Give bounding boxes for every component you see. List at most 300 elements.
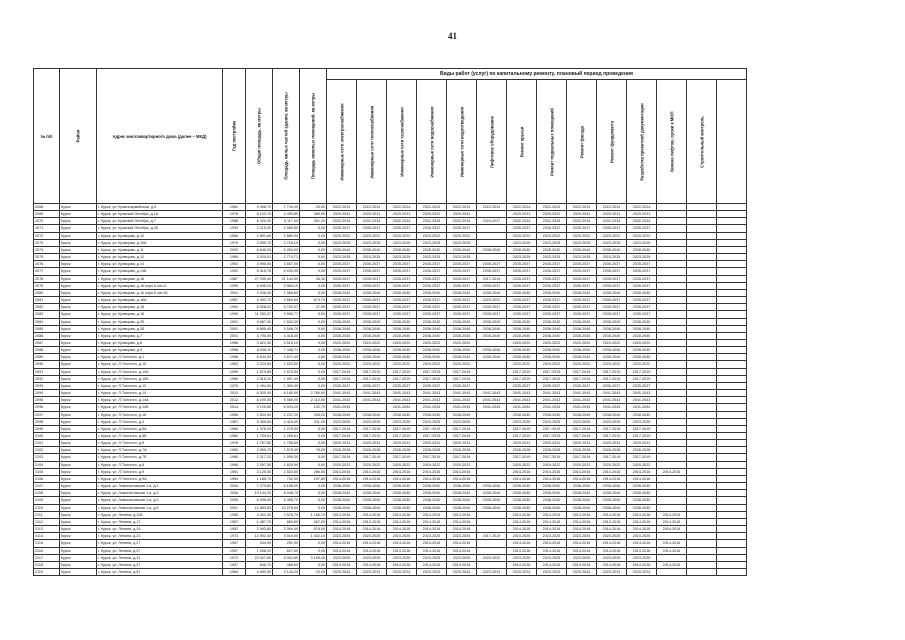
table-cell: 2026-2028 xyxy=(327,447,357,454)
table-cell: 2035-2037 xyxy=(627,311,657,318)
table-cell: 11 252,37 xyxy=(246,311,273,318)
table-cell: 2038-2040 xyxy=(537,504,567,511)
table-cell: 2038-2040 xyxy=(357,332,387,339)
table-cell: 2014-2016 xyxy=(327,561,357,568)
header-work-column: Строительный контроль xyxy=(687,80,717,204)
table-cell: 345,20 xyxy=(300,411,327,418)
table-cell: 2014-2016 xyxy=(507,518,537,525)
table-row xyxy=(34,390,747,397)
table-cell xyxy=(687,318,717,325)
table-cell: 27 299,40 xyxy=(246,275,273,282)
table-cell xyxy=(717,339,747,346)
table-row xyxy=(34,239,747,246)
table-cell xyxy=(687,425,717,432)
table-cell: 2038-2040 xyxy=(357,354,387,361)
table-cell: 0,00 xyxy=(300,261,327,268)
table-row xyxy=(34,375,747,382)
table-cell: 2014-2016 xyxy=(507,540,537,547)
table-cell: 2038-2040 xyxy=(507,483,537,490)
table-cell: 2029-2031 xyxy=(417,440,447,447)
table-cell: 2038-2040 xyxy=(387,347,417,354)
table-cell: 2038-2040 xyxy=(387,325,417,332)
table-cell: 546,70 xyxy=(246,561,273,568)
row-number-cell: 2075 xyxy=(34,254,60,261)
table-cell xyxy=(657,304,687,311)
table-cell xyxy=(717,526,747,533)
table-cell: 2032-2034 xyxy=(537,218,567,225)
table-cell: 2014-2016 xyxy=(597,511,627,518)
table-cell: 2022-2024 xyxy=(507,204,537,211)
table-cell: 2014-2016 xyxy=(387,518,417,525)
table-row xyxy=(34,211,747,218)
row-number-cell: 2096 xyxy=(34,404,60,411)
table-cell: 1992 xyxy=(223,304,246,311)
table-cell xyxy=(477,461,507,468)
table-cell: 4 403,30 xyxy=(246,511,273,518)
address-cell: г. Курск, ул. Ленина, д.23 xyxy=(97,533,223,540)
table-cell: 2029-2031 xyxy=(447,211,477,218)
table-cell xyxy=(657,454,687,461)
table-cell xyxy=(657,297,687,304)
table-cell xyxy=(717,433,747,440)
row-number-cell: 2079 xyxy=(34,282,60,289)
table-cell: 2035-2037 xyxy=(327,225,357,232)
row-number-cell: 2108 xyxy=(34,490,60,497)
table-cell: 2017-2019 xyxy=(387,375,417,382)
table-cell xyxy=(477,526,507,533)
table-cell: 2014-2016 xyxy=(597,547,627,554)
table-cell: 2035-2037 xyxy=(447,275,477,282)
row-number-cell: 2093 xyxy=(34,382,60,389)
table-cell: 2038-2040 xyxy=(387,318,417,325)
table-cell: 2035-2037 xyxy=(357,261,387,268)
table-cell: 8 046,70 xyxy=(273,490,300,497)
header-work-column: Инженерные сети электроснабжения xyxy=(327,80,357,204)
capital-repair-table xyxy=(33,68,747,576)
table-cell: 3 822,30 xyxy=(246,339,273,346)
table-cell: 2017-2019 xyxy=(597,433,627,440)
table-cell: 2035-2037 xyxy=(327,304,357,311)
table-cell: 2017-2019 xyxy=(627,375,657,382)
address-cell: г. Курск, ул. Кривцова, д.16 xyxy=(97,275,223,282)
table-cell: 2020-2022 xyxy=(567,361,597,368)
table-cell: 2020-2022 xyxy=(447,232,477,239)
address-cell: г. Курск, ул. Л.Толстого, д.14 xyxy=(97,390,223,397)
table-cell xyxy=(687,204,717,211)
table-cell: 1 575,40 xyxy=(273,447,300,454)
table-cell: 2035-2037 xyxy=(387,304,417,311)
table-cell: 2038-2040 xyxy=(447,504,477,511)
table-cell: 2014-2016 xyxy=(387,468,417,475)
table-cell: 2038-2040 xyxy=(357,483,387,490)
table-cell: 2014-2016 xyxy=(387,547,417,554)
table-row xyxy=(34,433,747,440)
table-cell: 2014-2016 xyxy=(417,526,447,533)
table-cell: Курск xyxy=(60,304,97,311)
table-cell: 2017-2019 xyxy=(357,425,387,432)
table-cell: 2035-2037 xyxy=(447,382,477,389)
table-cell xyxy=(717,232,747,239)
table-cell: 2035-2037 xyxy=(387,268,417,275)
table-cell: 2020-2022 xyxy=(537,461,567,468)
table-cell: 5 030,95 xyxy=(273,268,300,275)
table-cell: 2023-2025 xyxy=(537,554,567,561)
table-cell: 1968 xyxy=(223,339,246,346)
row-number-cell: 2080 xyxy=(34,289,60,296)
table-cell: 5 546,70 xyxy=(273,325,300,332)
table-cell: 2014-2016 xyxy=(507,475,537,482)
table-cell: 344,90 xyxy=(246,540,273,547)
table-cell: 2038-2040 xyxy=(447,289,477,296)
table-cell: 6 080,00 xyxy=(273,397,300,404)
table-cell: 2005 xyxy=(223,497,246,504)
row-number-cell: 2113 xyxy=(34,526,60,533)
row-number-cell: 2077 xyxy=(34,268,60,275)
table-cell: 2014-2016 xyxy=(567,547,597,554)
table-cell: 2038-2040 xyxy=(627,354,657,361)
table-cell: 0,00 xyxy=(300,311,327,318)
table-row xyxy=(34,440,747,447)
table-cell: 2014-2016 xyxy=(447,526,477,533)
table-cell: 2022-2024 xyxy=(627,204,657,211)
table-cell: Курск xyxy=(60,397,97,404)
address-cell: г. Курск, ул. Кривцова, д.14Б xyxy=(97,268,223,275)
table-cell: 2038-2040 xyxy=(507,490,537,497)
table-cell: 2020-2022 xyxy=(537,232,567,239)
table-cell: 0,00 xyxy=(300,425,327,432)
table-cell: 2035-2037 xyxy=(597,297,627,304)
table-cell: 2014-2016 xyxy=(357,526,387,533)
table-cell xyxy=(687,268,717,275)
table-cell: 2038-2040 xyxy=(507,504,537,511)
table-row xyxy=(34,318,747,325)
table-cell: 2041-2043 xyxy=(627,397,657,404)
row-number-cell: 2114 xyxy=(34,533,60,540)
table-cell: 2035-2037 xyxy=(537,275,567,282)
table-row xyxy=(34,490,747,497)
table-cell xyxy=(717,218,747,225)
table-cell xyxy=(477,368,507,375)
table-cell: 2041-2043 xyxy=(537,397,567,404)
table-cell: Курск xyxy=(60,332,97,339)
table-cell: 1976 xyxy=(223,440,246,447)
table-cell: 2035-2037 xyxy=(567,225,597,232)
table-row xyxy=(34,425,747,432)
table-cell: 1 378,25 xyxy=(246,425,273,432)
address-cell: г. Курск, ул. Л.Толстого, д.7Б xyxy=(97,454,223,461)
table-cell: 2038-2040 xyxy=(567,347,597,354)
table-cell xyxy=(477,339,507,346)
address-cell: г. Курск, ул. Л.Толстого, д.5Б xyxy=(97,433,223,440)
table-cell: 0,00 xyxy=(300,268,327,275)
table-cell xyxy=(657,554,687,561)
table-cell: 2038-2040 xyxy=(597,325,627,332)
table-row xyxy=(34,447,747,454)
table-cell: 2020-2022 xyxy=(627,339,657,346)
table-cell: Курск xyxy=(60,211,97,218)
table-cell xyxy=(657,332,687,339)
table-cell: 2017-2019 xyxy=(537,454,567,461)
table-cell: 2041-2043 xyxy=(627,390,657,397)
table-cell: 2038-2040 xyxy=(537,332,567,339)
table-cell xyxy=(657,390,687,397)
table-cell xyxy=(717,518,747,525)
table-cell: 2038-2040 xyxy=(507,354,537,361)
table-cell: 2041-2043 xyxy=(417,404,447,411)
table-cell: Курск xyxy=(60,490,97,497)
table-cell: 2038-2040 xyxy=(357,318,387,325)
table-row xyxy=(34,461,747,468)
table-cell: 2038-2040 xyxy=(477,289,507,296)
table-cell: 2023-2025 xyxy=(627,554,657,561)
table-cell: Курск xyxy=(60,297,97,304)
table-cell: 2020-2022 xyxy=(537,339,567,346)
table-cell: 2014-2016 xyxy=(567,540,597,547)
table-cell: 2038-2040 xyxy=(327,411,357,418)
table-cell: 2014-2016 xyxy=(357,468,387,475)
table-cell: Курск xyxy=(60,511,97,518)
table-cell: 2014-2016 xyxy=(627,518,657,525)
table-cell: 2038-2040 xyxy=(537,490,567,497)
table-cell: 2038-2040 xyxy=(327,483,357,490)
table-row xyxy=(34,547,747,554)
table-cell: 2014-2016 xyxy=(327,468,357,475)
table-cell: 2038-2040 xyxy=(357,246,387,253)
table-cell: 2038-2040 xyxy=(567,325,597,332)
table-cell: 2038-2040 xyxy=(537,411,567,418)
header-area-premises: Площадь жилых частей здания, кв.метры xyxy=(273,69,300,204)
table-cell: 627,60 xyxy=(273,547,300,554)
table-cell xyxy=(717,289,747,296)
table-cell xyxy=(657,490,687,497)
table-row xyxy=(34,511,747,518)
table-cell: 2035-2037 xyxy=(417,297,447,304)
table-cell: 2017-2019 xyxy=(627,454,657,461)
table-cell: 1970 xyxy=(223,239,246,246)
table-cell xyxy=(477,225,507,232)
table-cell xyxy=(687,382,717,389)
table-cell: 2038-2040 xyxy=(537,483,567,490)
table-cell xyxy=(687,232,717,239)
table-cell: 2020-2022 xyxy=(507,461,537,468)
table-cell: 2023-2025 xyxy=(387,418,417,425)
table-cell: 2038-2040 xyxy=(477,504,507,511)
table-cell: 2041-2043 xyxy=(597,397,627,404)
table-cell: 2038-2040 xyxy=(627,497,657,504)
table-cell: 1 767,80 xyxy=(246,440,273,447)
table-cell: 2035-2037 xyxy=(447,268,477,275)
table-cell: 2014-2016 xyxy=(507,547,537,554)
table-cell: 2038-2040 xyxy=(477,246,507,253)
table-cell xyxy=(717,368,747,375)
table-cell xyxy=(717,268,747,275)
table-cell xyxy=(717,261,747,268)
table-cell xyxy=(657,433,687,440)
table-cell: 2038-2040 xyxy=(597,504,627,511)
row-number-cell: 2095 xyxy=(34,397,60,404)
table-cell: 2041-2043 xyxy=(537,390,567,397)
table-cell: 2041-2043 xyxy=(387,404,417,411)
table-cell xyxy=(717,554,747,561)
table-cell: 2032-2034 xyxy=(417,218,447,225)
table-cell xyxy=(687,289,717,296)
table-cell: 1 494,00 xyxy=(246,382,273,389)
table-cell xyxy=(477,540,507,547)
table-cell xyxy=(657,461,687,468)
table-cell: 0,00 xyxy=(300,440,327,447)
table-cell: 2035-2037 xyxy=(597,268,627,275)
table-cell: Курск xyxy=(60,354,97,361)
table-cell: 2 080,50 xyxy=(273,225,300,232)
table-cell: 4,80 xyxy=(300,354,327,361)
table-cell: 2020-2022 xyxy=(477,297,507,304)
table-cell: 2035-2037 xyxy=(627,297,657,304)
table-cell xyxy=(477,433,507,440)
table-cell xyxy=(477,239,507,246)
table-cell: 2035-2037 xyxy=(417,225,447,232)
row-number-cell: 2119 xyxy=(34,568,60,575)
table-cell: 2017-2019 xyxy=(447,425,477,432)
table-cell: 2017-2019 xyxy=(447,433,477,440)
table-cell: 2032-2034 xyxy=(567,218,597,225)
table-cell: 2014-2016 xyxy=(537,475,567,482)
row-number-cell: 2105 xyxy=(34,468,60,475)
table-cell: 2035-2037 xyxy=(567,304,597,311)
table-cell: 2038-2040 xyxy=(597,332,627,339)
table-cell: 2035-2037 xyxy=(597,282,627,289)
table-cell: 2035-2037 xyxy=(537,268,567,275)
table-cell: 2020-2022 xyxy=(387,232,417,239)
table-cell: 2038-2040 xyxy=(537,246,567,253)
table-cell: 2035-2037 xyxy=(327,275,357,282)
table-cell xyxy=(687,282,717,289)
table-cell: 2017-2019 xyxy=(417,375,447,382)
table-cell: 2038-2040 xyxy=(507,347,537,354)
table-cell: 2022-2024 xyxy=(567,204,597,211)
table-cell xyxy=(657,261,687,268)
table-cell: 2001 xyxy=(223,318,246,325)
table-cell: 2032-2034 xyxy=(597,218,627,225)
table-cell: 2014-2016 xyxy=(567,468,597,475)
table-cell: 6 646,20 xyxy=(246,246,273,253)
table-cell: 2035-2037 xyxy=(357,304,387,311)
table-row xyxy=(34,533,747,540)
table-cell: 2020-2024 xyxy=(357,568,387,575)
table-row xyxy=(34,289,747,296)
table-cell: 2 038,40 xyxy=(246,289,273,296)
header-address: Адрес многоквартирного дома (далее – МКД) xyxy=(97,69,223,204)
table-cell xyxy=(717,325,747,332)
table-cell: 2020-2024 xyxy=(597,568,627,575)
table-cell: 2035-2037 xyxy=(417,261,447,268)
table-cell: 2035-2037 xyxy=(507,304,537,311)
table-cell: 2004 xyxy=(223,483,246,490)
table-cell: 2035-2037 xyxy=(537,261,567,268)
table-cell: Курск xyxy=(60,425,97,432)
table-cell: 2014-2016 xyxy=(657,468,687,475)
table-cell: 2035-2037 xyxy=(327,282,357,289)
table-cell: 2023-2025 xyxy=(627,254,657,261)
table-cell: 2035-2037 xyxy=(357,311,387,318)
table-cell: Курск xyxy=(60,254,97,261)
table-cell: 2014-2016 xyxy=(507,526,537,533)
table-cell xyxy=(657,282,687,289)
table-cell: 2014-2016 xyxy=(327,526,357,533)
table-cell: 3 515,10 xyxy=(273,339,300,346)
row-number-cell: 2090 xyxy=(34,361,60,368)
table-cell: 2035-2037 xyxy=(507,382,537,389)
table-cell xyxy=(477,511,507,518)
table-cell: 0,00 xyxy=(300,483,327,490)
table-cell: 2017-2019 xyxy=(327,375,357,382)
table-cell xyxy=(657,354,687,361)
table-cell: Курск xyxy=(60,483,97,490)
table-cell: 2026-2028 xyxy=(567,447,597,454)
table-cell: Курск xyxy=(60,390,97,397)
table-cell xyxy=(717,454,747,461)
table-cell: 1976 xyxy=(223,211,246,218)
table-cell: 5 410,75 xyxy=(246,268,273,275)
row-number-cell: 2072 xyxy=(34,232,60,239)
table-cell: 2023-2025 xyxy=(537,533,567,540)
table-cell: 2014-2016 xyxy=(627,468,657,475)
table-cell xyxy=(477,447,507,454)
table-cell: 2035-2037 xyxy=(537,304,567,311)
table-row xyxy=(34,254,747,261)
table-cell: 2038-2040 xyxy=(417,318,447,325)
table-cell xyxy=(687,375,717,382)
table-cell: 2 097,50 xyxy=(246,461,273,468)
table-cell: 0,00 xyxy=(300,339,327,346)
table-cell: 0,00 xyxy=(300,540,327,547)
table-cell xyxy=(717,347,747,354)
table-cell: 2023-2025 xyxy=(507,533,537,540)
table-cell: 2041-2043 xyxy=(447,404,477,411)
table-cell: 2038-2040 xyxy=(357,490,387,497)
table-cell: 2035-2037 xyxy=(327,382,357,389)
table-cell: 2038-2040 xyxy=(477,318,507,325)
table-cell: 2026-2028 xyxy=(387,447,417,454)
table-cell xyxy=(687,518,717,525)
table-cell: 1 166,70 xyxy=(300,511,327,518)
table-row xyxy=(34,325,747,332)
table-cell: 2038-2040 xyxy=(327,246,357,253)
table-cell: 2022-2024 xyxy=(477,204,507,211)
table-row xyxy=(34,497,747,504)
table-cell: 0,00 xyxy=(300,282,327,289)
table-cell: 2038-2040 xyxy=(357,289,387,296)
table-cell: Курск xyxy=(60,440,97,447)
table-cell: 2014-2016 xyxy=(327,511,357,518)
table-cell: 1 750,61 xyxy=(246,433,273,440)
table-cell xyxy=(687,404,717,411)
header-work-column: Ремонт крыши xyxy=(507,80,537,204)
table-cell xyxy=(657,311,687,318)
table-cell: 2020-2022 xyxy=(357,339,387,346)
table-cell: 2038-2040 xyxy=(327,504,357,511)
table-cell: 2017-2019 xyxy=(567,454,597,461)
table-cell: 2035-2037 xyxy=(537,282,567,289)
table-cell xyxy=(717,354,747,361)
table-row xyxy=(34,261,747,268)
table-cell: 1959 xyxy=(223,375,246,382)
table-cell: 2038-2040 xyxy=(567,332,597,339)
table-cell: 1 590,30 xyxy=(273,454,300,461)
table-cell xyxy=(357,404,387,411)
table-cell: 2014-2016 xyxy=(537,561,567,568)
table-cell: 2038-2040 xyxy=(477,490,507,497)
table-cell: 2 094,40 xyxy=(273,526,300,533)
